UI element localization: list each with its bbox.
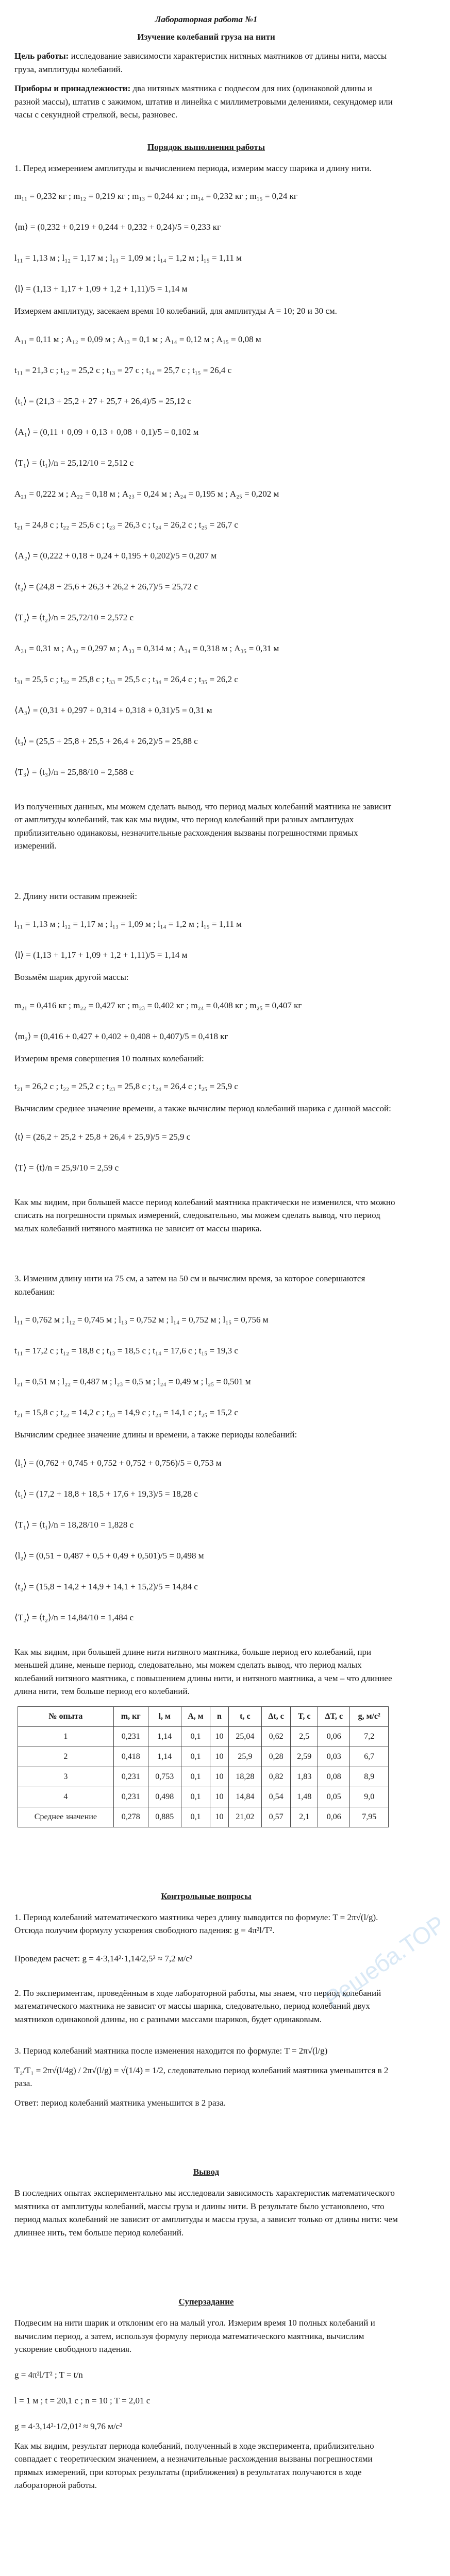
step1-amp2-values: A₂₁ = 0,222 м ; A₂₂ = 0,18 м ; A₂₃ = 0,24 м ; A₂₄ = 0,195 м ; A₂₅ = 0,202 м bbox=[14, 488, 279, 499]
step1-mass-mean: ⟨m⟩ = (0,232 + 0,219 + 0,244 + 0,232 + 0,24)/5 = 0,233 кг bbox=[14, 222, 221, 232]
table-cell: Среднее значение bbox=[18, 1807, 114, 1827]
control-q3: 3. Период колебаний маятника после изменения находится по формуле: T = 2π√(l/g) bbox=[14, 2046, 328, 2056]
col-header: T, с bbox=[291, 1706, 318, 1726]
table-cell: 1,14 bbox=[148, 1726, 181, 1747]
step3-T2: ⟨T₂⟩ = ⟨t₂⟩/n = 14,84/10 = 1,484 с bbox=[14, 1612, 134, 1622]
table-cell: 0,1 bbox=[181, 1726, 210, 1747]
step3-l1-values: l₁₁ = 0,762 м ; l₁₂ = 0,745 м ; l₁₃ = 0,752 м ; l₁₄ = 0,752 м ; l₁₅ = 0,756 м bbox=[14, 1315, 269, 1325]
step3-compare-text: Вычислим среднее значение длины и времени, а также периоды колебаний: bbox=[14, 1430, 297, 1439]
step3-l1-mean: ⟨l₁⟩ = (0,762 + 0,745 + 0,752 + 0,752 + 0,756)/5 = 0,753 м bbox=[14, 1458, 222, 1468]
table-cell: 4 bbox=[18, 1787, 114, 1807]
table-cell: 14,84 bbox=[228, 1787, 261, 1807]
lab-title: Лабораторная работа №1 bbox=[155, 14, 258, 24]
table-cell: 8,9 bbox=[350, 1767, 389, 1787]
step2-time-text: Измерим время совершения 10 полных колебаний: bbox=[14, 1053, 204, 1063]
table-cell: 0,418 bbox=[113, 1747, 148, 1767]
step3-t2-values: t₂₁ = 15,8 с ; t₂₂ = 14,2 с ; t₂₃ = 14,9 с ; t₂₄ = 14,1 с ; t₂₅ = 15,2 с bbox=[14, 1408, 238, 1417]
step3-text: 3. Изменим длину нити на 75 см, а затем на 50 см и вычислим время, за которое совершаются колебания: bbox=[14, 1274, 365, 1297]
table-cell: 0,05 bbox=[318, 1787, 350, 1807]
super-result: g = 4·3,14²·1/2,01² ≈ 9,76 м/с² bbox=[14, 2421, 123, 2431]
section-conclusion: Вывод bbox=[193, 2167, 220, 2177]
section-control: Контрольные вопросы bbox=[161, 1891, 252, 1901]
step3-t1-mean: ⟨t₁⟩ = (17,2 + 18,8 + 18,5 + 17,6 + 19,3)/5 = 18,28 с bbox=[14, 1488, 198, 1499]
step2-compare-text: Вычислим среднее значение времени, а также вычислим период колебаний шарика с данной массой: bbox=[14, 1104, 391, 1113]
step1-a2-mean: ⟨A₂⟩ = (0,222 + 0,18 + 0,24 + 0,195 + 0,202)/5 = 0,207 м bbox=[14, 550, 217, 561]
step1-a3-mean: ⟨A₃⟩ = (0,31 + 0,297 + 0,314 + 0,318 + 0,31)/5 = 0,31 м bbox=[14, 705, 212, 715]
step3-T1: ⟨T₁⟩ = ⟨t₁⟩/n = 18,28/10 = 1,828 с bbox=[14, 1519, 134, 1530]
table-row bbox=[18, 1787, 389, 1807]
work-title: Изучение колебаний груза на нити bbox=[137, 32, 275, 42]
step1-t3-values: t₃₁ = 25,5 с ; t₃₂ = 25,8 с ; t₃₃ = 25,5 с ; t₃₄ = 26,4 с ; t₃₅ = 26,2 с bbox=[14, 674, 238, 684]
col-header: Δt, с bbox=[262, 1706, 291, 1726]
table-cell: 0,1 bbox=[181, 1767, 210, 1787]
step1-amp1-values: A₁₁ = 0,11 м ; A₁₂ = 0,09 м ; A₁₃ = 0,1 м ; A₁₄ = 0,12 м ; A₁₅ = 0,08 м bbox=[14, 334, 261, 344]
super-text2: Как мы видим, результат периода колебаний, полученный в ходе эксперимента, приблизительно совпадает с теоретическим значением, а незначительные расхождения вызваны погрешностями прямых измерений, при которых результаты (приближения) в результатах получаются в ходе лабораторной работы. bbox=[14, 2441, 374, 2490]
step1-t3-mean: ⟨t₃⟩ = (25,5 + 25,8 + 25,5 + 26,4 + 26,2)/5 = 25,88 с bbox=[14, 736, 198, 746]
table-cell: 0,28 bbox=[262, 1747, 291, 1767]
col-header: l, м bbox=[148, 1706, 181, 1726]
section-superexercise: Суперзадание bbox=[178, 2297, 234, 2307]
step1-T2: ⟨T₂⟩ = ⟨t₂⟩/n = 25,72/10 = 2,572 с bbox=[14, 612, 134, 622]
step3-conclusion: Как мы видим, при большей длине нити нитяного маятника, больше период его колебаний, при меньшей длине, меньше период, следовательно, мы можем сделать вывод, что период малых колебаний нитяного маятника, с повышением длины нити, и нитяного маятника, а чем – что длиннее длина нити, тем больше период его колебаний. bbox=[14, 1647, 392, 1696]
table-cell: 7,2 bbox=[350, 1726, 389, 1747]
table-cell: 0,1 bbox=[181, 1787, 210, 1807]
table-cell: 25,9 bbox=[228, 1747, 261, 1767]
table-cell: 2,1 bbox=[291, 1807, 318, 1827]
table-row bbox=[18, 1767, 389, 1787]
table-cell: 2,59 bbox=[291, 1747, 318, 1767]
table-cell: 9,0 bbox=[350, 1787, 389, 1807]
table-cell: 7,95 bbox=[350, 1807, 389, 1827]
conclusion-text: В последних опытах экспериментально мы исследовали зависимость характеристик математического маятника от амплитуды колебаний, массы груза и длины нити. В результате было установлено, что период малых колебаний не зависит от амплитуды и массы груза, а зависит только от длины нити: чем длиннее нить, тем больше период колебаний. bbox=[14, 2188, 398, 2238]
step2-text: 2. Длину нити оставим прежней: bbox=[14, 891, 138, 901]
step1-conclusion: Из полученных данных, мы можем сделать вывод, что период малых колебаний маятника не зависит от амплитуды колебаний, так как мы видим, что период колебаний при разных амплитудах приблизительно одинаковы, незначительные расхождения вызваны погрешностями прямых измерений. bbox=[14, 801, 392, 851]
table-cell: 0,231 bbox=[113, 1787, 148, 1807]
table-cell: 1 bbox=[18, 1726, 114, 1747]
goal-text: исследование зависимости характеристик нитяных маятников от длины нити, массы груза, амплитуды колебаний. bbox=[14, 51, 387, 74]
table-cell: 10 bbox=[210, 1787, 229, 1807]
step1-t2-values: t₂₁ = 24,8 с ; t₂₂ = 25,6 с ; t₂₃ = 26,3 с ; t₂₄ = 26,2 с ; t₂₅ = 26,7 с bbox=[14, 519, 238, 530]
step3-t2-mean: ⟨t₂⟩ = (15,8 + 14,2 + 14,9 + 14,1 + 15,2)/5 = 14,84 с bbox=[14, 1581, 198, 1591]
col-header: m, кг bbox=[113, 1706, 148, 1726]
step1-t1-values: t₁₁ = 21,3 с ; t₁₂ = 25,2 с ; t₁₃ = 27 с ; t₁₄ = 25,7 с ; t₁₅ = 26,4 с bbox=[14, 365, 232, 375]
col-header: n bbox=[210, 1706, 229, 1726]
results-table-header bbox=[18, 1706, 389, 1726]
table-cell: 0,06 bbox=[318, 1726, 350, 1747]
table-cell: 0,753 bbox=[148, 1767, 181, 1787]
super-values: l = 1 м ; t = 20,1 с ; n = 10 ; T = 2,01 с bbox=[14, 2395, 151, 2405]
table-cell: 0,62 bbox=[262, 1726, 291, 1747]
table-cell: 0,231 bbox=[113, 1767, 148, 1787]
table-cell: 18,28 bbox=[228, 1767, 261, 1787]
table-cell: 0,57 bbox=[262, 1807, 291, 1827]
control-q1-check: Проведем расчет: g = 4·3,14²·1,14/2,5² ≈ 7,2 м/с² bbox=[14, 1953, 193, 1963]
step1-amp-text: Измеряем амплитуду, засекаем время 10 колебаний, для амплитуды A = 10; 20 и 30 см. bbox=[14, 306, 337, 316]
step2-t-mean: ⟨t⟩ = (26,2 + 25,2 + 25,8 + 26,4 + 25,9)/5 = 25,9 с bbox=[14, 1131, 191, 1142]
table-cell: 0,54 bbox=[262, 1787, 291, 1807]
table-cell: 25,04 bbox=[228, 1726, 261, 1747]
step3-l2-values: l₂₁ = 0,51 м ; l₂₂ = 0,487 м ; l₂₃ = 0,5 м ; l₂₄ = 0,49 м ; l₂₅ = 0,501 м bbox=[14, 1377, 251, 1386]
step1-text: 1. Перед измерением амплитуды и вычислением периода, измерим массу шарика и длину нити. bbox=[14, 163, 372, 173]
table-row bbox=[18, 1747, 389, 1767]
step2-t-values: t₂₁ = 26,2 с ; t₂₂ = 25,2 с ; t₂₃ = 25,8 с ; t₂₄ = 26,4 с ; t₂₅ = 25,9 с bbox=[14, 1081, 238, 1091]
step1-mass-values: m₁₁ = 0,232 кг ; m₁₂ = 0,219 кг ; m₁₃ = 0,244 кг ; m₁₄ = 0,232 кг ; m₁₅ = 0,24 кг bbox=[14, 191, 297, 201]
step1-T1: ⟨T₁⟩ = ⟨t₁⟩/n = 25,12/10 = 2,512 с bbox=[14, 457, 134, 468]
step2-m-mean: ⟨m₂⟩ = (0,416 + 0,427 + 0,402 + 0,408 + 0,407)/5 = 0,418 кг bbox=[14, 1031, 228, 1041]
tools-label: Приборы и принадлежности: bbox=[14, 83, 131, 93]
step1-length-values: l₁₁ = 1,13 м ; l₁₂ = 1,17 м ; l₁₃ = 1,09 м ; l₁₄ = 1,2 м ; l₁₅ = 1,11 м bbox=[14, 253, 242, 263]
control-q2: 2. По экспериментам, проведённым в ходе лабораторной работы, мы знаем, что период колебаний математического маятника не зависит от массы шарика, следовательно, период колебаний двух маятников одинаковой длины, но с разными массами шариков, будет одинаковым. bbox=[14, 1988, 381, 2024]
table-row bbox=[18, 1726, 389, 1747]
tools-text: два нитяных маятника с подвесом для них (одинаковой длины и разной массы), штатив с зажимом, штатив и линейка с миллиметровыми делениями, секундомер или часы с секундной стрелкой, весы, разновес. bbox=[14, 83, 393, 120]
table-cell: 1,14 bbox=[148, 1747, 181, 1767]
step1-t2-mean: ⟨t₂⟩ = (24,8 + 25,6 + 26,3 + 26,2 + 26,7)/5 = 25,72 с bbox=[14, 581, 198, 591]
step1-T3: ⟨T₃⟩ = ⟨t₃⟩/n = 25,88/10 = 2,588 с bbox=[14, 767, 134, 777]
table-cell: 0,498 bbox=[148, 1787, 181, 1807]
section-procedure: Порядок выполнения работы bbox=[147, 142, 265, 152]
col-header: t, с bbox=[228, 1706, 261, 1726]
table-cell: 0,231 bbox=[113, 1726, 148, 1747]
table-cell: 0,278 bbox=[113, 1807, 148, 1827]
step3-t1-values: t₁₁ = 17,2 с ; t₁₂ = 18,8 с ; t₁₃ = 18,5 с ; t₁₄ = 17,6 с ; t₁₅ = 19,3 с bbox=[14, 1346, 238, 1355]
step2-l-mean: ⟨l⟩ = (1,13 + 1,17 + 1,09 + 1,2 + 1,11)/5 = 1,14 м bbox=[14, 950, 188, 960]
step2-l-values: l₁₁ = 1,13 м ; l₁₂ = 1,17 м ; l₁₃ = 1,09 м ; l₁₄ = 1,2 м ; l₁₅ = 1,11 м bbox=[14, 919, 242, 929]
col-header: A, м bbox=[181, 1706, 210, 1726]
super-text: Подвесим на нити шарик и отклоним его на малый угол. Измерим время 10 полных колебаний и вычислим период, а затем, используя формулу периода математического маятника, вычислим ускорение свободного падения. bbox=[14, 2318, 375, 2354]
control-answer: Ответ: период колебаний маятника уменьшится в 2 раза. bbox=[14, 2097, 226, 2108]
table-cell: 0,1 bbox=[181, 1807, 210, 1827]
step1-a1-mean: ⟨A₁⟩ = (0,11 + 0,09 + 0,13 + 0,08 + 0,1)/5 = 0,102 м bbox=[14, 427, 199, 437]
table-cell: 1,48 bbox=[291, 1787, 318, 1807]
step2-mass-text: Возьмём шарик другой массы: bbox=[14, 972, 129, 982]
table-cell: 10 bbox=[210, 1747, 229, 1767]
tools-paragraph bbox=[14, 82, 398, 122]
control-q1: 1. Период колебаний математического маятника через длину выводится по формуле: T = 2π√(l/g). Отсюда получим формулу ускорения свободного падения: g = 4π²l/T². bbox=[14, 1912, 378, 1935]
super-formula: g = 4π²l/T² ; T = t/n bbox=[14, 2369, 83, 2380]
step3-l2-mean: ⟨l₂⟩ = (0,51 + 0,487 + 0,5 + 0,49 + 0,501)/5 = 0,498 м bbox=[14, 1550, 204, 1561]
table-cell: 0,82 bbox=[262, 1767, 291, 1787]
table-cell: 1,83 bbox=[291, 1767, 318, 1787]
table-cell: 10 bbox=[210, 1807, 229, 1827]
table-cell: 0,08 bbox=[318, 1767, 350, 1787]
step2-m-values: m₂₁ = 0,416 кг ; m₂₂ = 0,427 кг ; m₂₃ = 0,402 кг ; m₂₄ = 0,408 кг ; m₂₅ = 0,407 кг bbox=[14, 1000, 302, 1010]
control-q3-ratio: T₂/T₁ = 2π√(l/4g) / 2π√(l/g) = √(1/4) = 1/2, следовательно период колебаний маятника уменьшится в 2 раза. bbox=[14, 2065, 389, 2088]
step1-t1-mean: ⟨t₁⟩ = (21,3 + 25,2 + 27 + 25,7 + 26,4)/5 = 25,12 с bbox=[14, 396, 192, 406]
step1-length-mean: ⟨l⟩ = (1,13 + 1,17 + 1,09 + 1,2 + 1,11)/5 = 1,14 м bbox=[14, 284, 188, 294]
table-cell: 0,03 bbox=[318, 1747, 350, 1767]
goal-paragraph bbox=[14, 49, 398, 76]
table-cell: 10 bbox=[210, 1767, 229, 1787]
table-cell: 6,7 bbox=[350, 1747, 389, 1767]
table-cell: 3 bbox=[18, 1767, 114, 1787]
table-row bbox=[18, 1807, 389, 1827]
col-header: № опыта bbox=[18, 1706, 114, 1726]
step2-T: ⟨T⟩ = ⟨t⟩/n = 25,9/10 = 2,59 с bbox=[14, 1162, 119, 1173]
table-cell: 0,885 bbox=[148, 1807, 181, 1827]
step1-amp3-values: A₃₁ = 0,31 м ; A₃₂ = 0,297 м ; A₃₃ = 0,314 м ; A₃₄ = 0,318 м ; A₃₅ = 0,31 м bbox=[14, 643, 279, 653]
table-cell: 2,5 bbox=[291, 1726, 318, 1747]
watermark: Решеба.ТОР bbox=[319, 1910, 450, 2013]
goal-label: Цель работы: bbox=[14, 51, 69, 61]
results-table bbox=[18, 1706, 389, 1827]
table-cell: 0,06 bbox=[318, 1807, 350, 1827]
table-cell: 0,1 bbox=[181, 1747, 210, 1767]
table-cell: 10 bbox=[210, 1726, 229, 1747]
table-cell: 2 bbox=[18, 1747, 114, 1767]
table-cell: 21,02 bbox=[228, 1807, 261, 1827]
col-header: g, м/с² bbox=[350, 1706, 389, 1726]
col-header: ΔT, с bbox=[318, 1706, 350, 1726]
step2-conclusion: Как мы видим, при большей массе период колебаний маятника практически не изменился, что можно списать на погрешности прямых измерений, следовательно, мы можем сделать вывод, что период малых колебаний нитяного маятника не зависит от массы шарика. bbox=[14, 1197, 395, 1233]
